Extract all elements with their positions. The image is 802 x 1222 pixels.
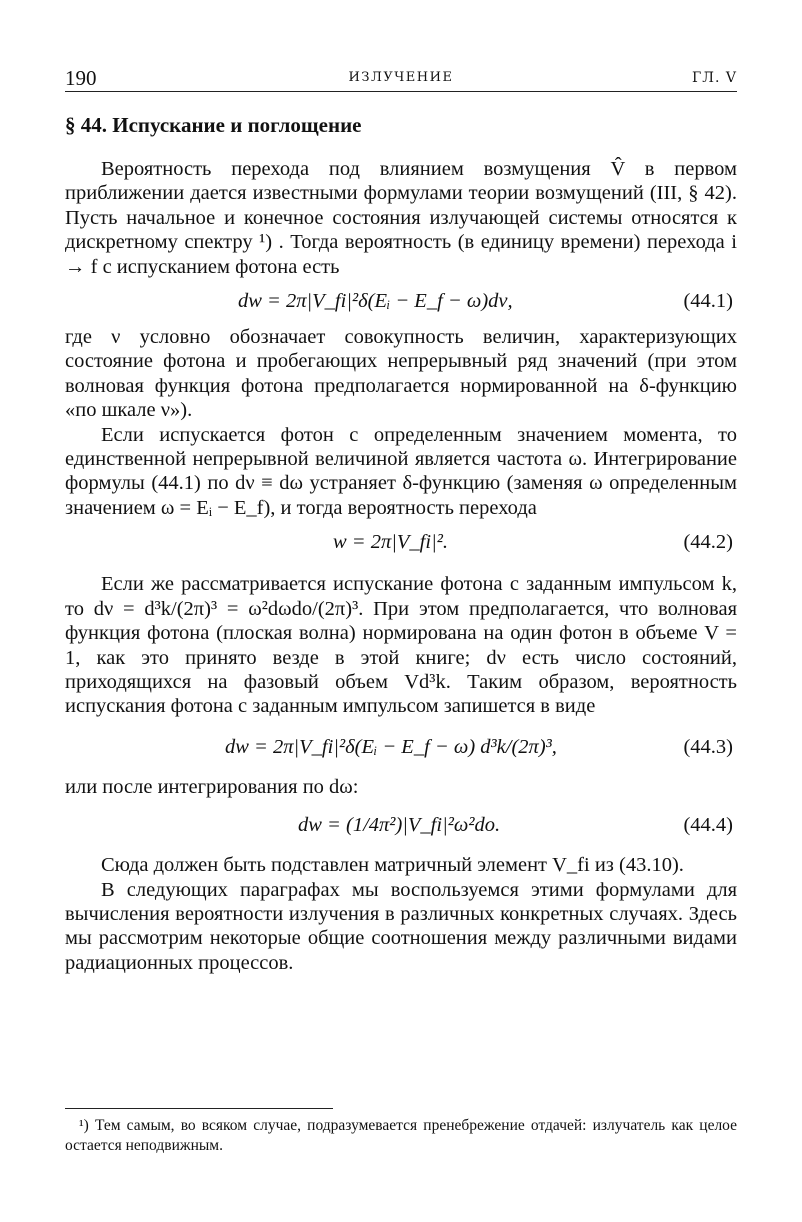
paragraph-2: где ν условно обозначает совокупность величин, характеризующих состояние фотона и пробегающих непрерывный ряд значений (при этом волновая функция фотона предполагается нормированной на δ-функцию «по шкале ν»). bbox=[65, 326, 737, 422]
equation-number: (44.2) bbox=[683, 531, 733, 554]
paragraph-7: В следующих параграфах мы воспользуемся этими формулами для вычисления вероятности излучения в различных конкретных случаях. Здесь мы рассмотрим некоторые общие соотношения между различными видами радиационных процессов. bbox=[65, 878, 737, 974]
running-header bbox=[65, 66, 737, 90]
equation-number: (44.3) bbox=[683, 735, 733, 758]
equation-formula: dw = (1/4π²)|V_fi|²ω²do. bbox=[298, 814, 501, 837]
equation-44-1 bbox=[65, 279, 737, 325]
header-rule bbox=[65, 91, 737, 92]
running-title: ИЗЛУЧЕНИЕ bbox=[348, 70, 454, 85]
chapter-label: ГЛ. V bbox=[692, 70, 737, 86]
equation-44-2 bbox=[65, 520, 737, 566]
equation-formula: w = 2π|V_fi|². bbox=[333, 531, 448, 554]
footnote-rule bbox=[65, 1108, 333, 1109]
paragraph-4: Если же рассматривается испускание фотона с заданным импульсом k, то dν = d³k/(2π)³ = ω²dωdo/(2π)³. При этом предполагается, что волновая функция фотона (плоская волна) нормирована на один фотон в объеме V = 1, как это принято везде в этой книге; dν есть число состояний, приходящихся на фазовый объем Vd³k. Таким образом, вероятность испускания фотона с заданным импульсом запишется в виде bbox=[65, 573, 737, 718]
equation-formula: dw = 2π|V_fi|²δ(Eᵢ − E_f − ω)dν, bbox=[238, 290, 513, 313]
paragraph-5: или после интегрирования по dω: bbox=[65, 775, 359, 798]
paragraph-1: Вероятность перехода под влиянием возмущения V̂ в первом приближении дается известными формулами теории возмущений (III, § 42). Пусть начальное и конечное состояния излучающей системы относятся к дискретному спектру ¹) . Тогда вероятность (в единицу времени) перехода i → f с испусканием фотона есть bbox=[65, 158, 737, 278]
paragraph-6: Сюда должен быть подставлен матричный элемент V_fi из (43.10). bbox=[101, 854, 684, 877]
footnote: ¹) Тем самым, во всяком случае, подразумевается пренебрежение отдачей: излучатель как целое остается неподвижным. bbox=[65, 1117, 737, 1154]
section-title: § 44. Испускание и поглощение bbox=[65, 113, 362, 137]
equation-number: (44.1) bbox=[683, 290, 733, 313]
equation-44-4 bbox=[65, 799, 737, 853]
paragraph-3: Если испускается фотон с определенным значением момента, то единственной непрерывной величиной является частота ω. Интегрирование формулы (44.1) по dν ≡ dω устраняет δ-функцию (заменяя ω определенным значением ω = Eᵢ − E_f), и тогда вероятность перехода bbox=[65, 423, 737, 519]
page-number: 190 bbox=[65, 66, 97, 90]
equation-44-3 bbox=[65, 719, 737, 775]
equation-number: (44.4) bbox=[683, 814, 733, 837]
main-text bbox=[65, 157, 737, 975]
equation-formula: dw = 2π|V_fi|²δ(Eᵢ − E_f − ω) d³k/(2π)³, bbox=[225, 735, 557, 758]
